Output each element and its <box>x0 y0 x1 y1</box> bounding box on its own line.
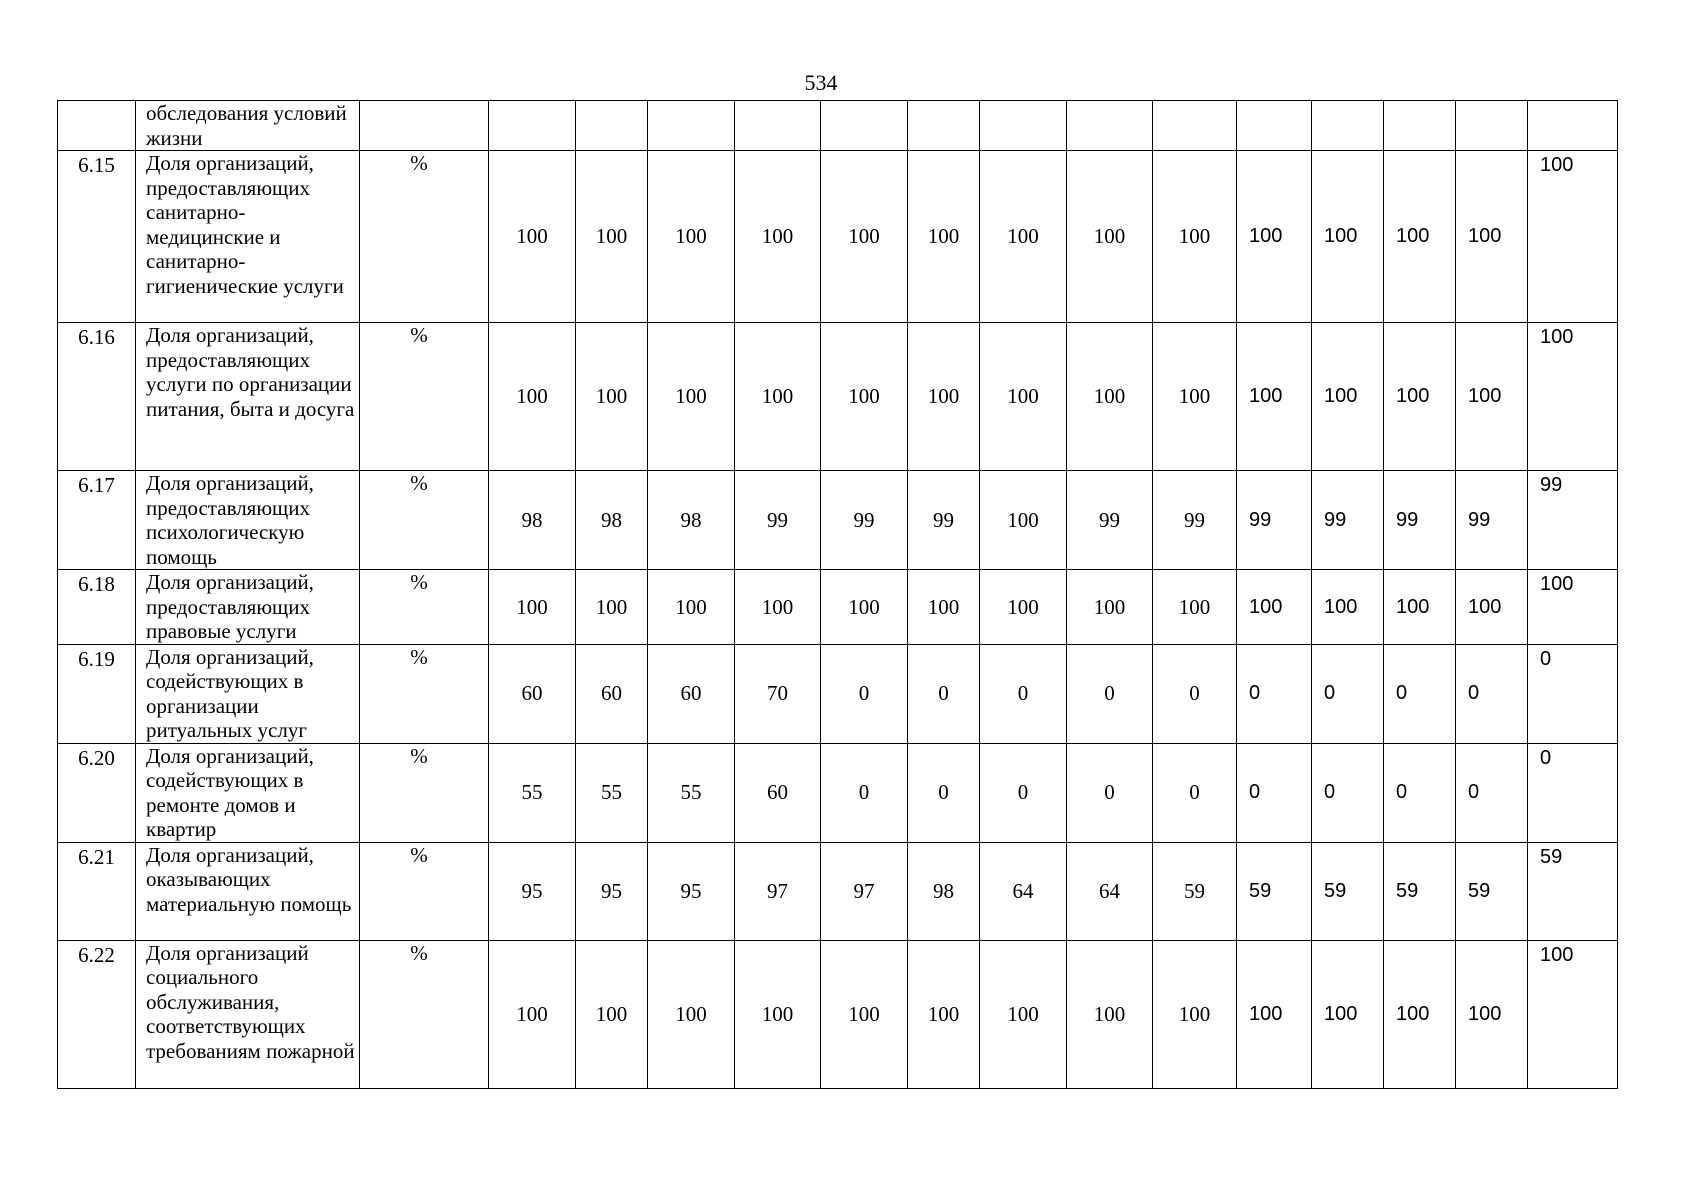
row-value: 60 <box>735 743 821 842</box>
row-value: 95 <box>648 842 735 940</box>
page-number: 534 <box>804 70 838 95</box>
value-cell <box>821 101 908 151</box>
row-number: 6.17 <box>58 471 136 570</box>
row-value: 97 <box>735 842 821 940</box>
table-row <box>58 151 1618 323</box>
row-value: 100 <box>908 940 980 1088</box>
row-value: 98 <box>489 471 576 570</box>
row-description-cell <box>136 570 360 645</box>
row-value: 100 <box>489 323 576 471</box>
row-unit: % <box>360 842 489 940</box>
row-value: 100 <box>1067 323 1153 471</box>
value-cell <box>1456 101 1528 151</box>
table-row <box>58 743 1618 842</box>
row-value: 0 <box>1067 743 1153 842</box>
indicator-table <box>57 100 1618 1089</box>
row-value: 100 <box>1153 323 1237 471</box>
row-last-value: 100 <box>1528 940 1618 1088</box>
row-value: 0 <box>1384 644 1456 743</box>
row-value: 0 <box>1153 743 1237 842</box>
row-value: 100 <box>1312 323 1384 471</box>
row-value: 100 <box>648 570 735 645</box>
row-value: 99 <box>1384 471 1456 570</box>
table-row <box>58 323 1618 471</box>
row-value: 55 <box>648 743 735 842</box>
value-cell <box>908 101 980 151</box>
row-value: 100 <box>735 323 821 471</box>
row-unit: % <box>360 570 489 645</box>
row-description: Доля организаций, содействующих в ремонте домов и квартир <box>146 743 314 841</box>
row-value: 100 <box>1067 940 1153 1088</box>
row-number: 6.16 <box>58 323 136 471</box>
row-number-cell <box>58 101 136 151</box>
row-value: 100 <box>1312 151 1384 323</box>
row-value: 99 <box>1237 471 1312 570</box>
row-value: 100 <box>1237 323 1312 471</box>
row-description-cell <box>136 743 360 842</box>
row-value: 100 <box>489 151 576 323</box>
value-cell <box>735 101 821 151</box>
row-value: 99 <box>735 471 821 570</box>
row-description: Доля организаций, предоставляющих санитарно-медицинские и санитарно-гигиенические услуги <box>146 151 344 298</box>
row-last-value: 0 <box>1528 743 1618 842</box>
row-value: 0 <box>1237 644 1312 743</box>
row-value: 100 <box>1456 151 1528 323</box>
row-description-cell <box>136 101 360 151</box>
row-value: 59 <box>1237 842 1312 940</box>
unit-cell <box>360 101 489 151</box>
row-value: 100 <box>1384 323 1456 471</box>
row-value: 0 <box>1153 644 1237 743</box>
row-value: 100 <box>1237 570 1312 645</box>
value-cell <box>1237 101 1312 151</box>
row-value: 100 <box>1456 940 1528 1088</box>
row-value: 100 <box>821 151 908 323</box>
table-row <box>58 644 1618 743</box>
row-value: 100 <box>648 151 735 323</box>
row-value: 64 <box>980 842 1067 940</box>
row-unit: % <box>360 471 489 570</box>
row-value: 100 <box>1067 151 1153 323</box>
table-body <box>58 101 1618 1089</box>
row-value: 0 <box>908 644 980 743</box>
row-number: 6.15 <box>58 151 136 323</box>
row-value: 100 <box>735 151 821 323</box>
row-unit: % <box>360 743 489 842</box>
row-description-cell <box>136 151 360 323</box>
row-description: Доля организаций социального обслуживания, соответствующих требованиям пожарной <box>146 940 355 1063</box>
row-number: 6.21 <box>58 842 136 940</box>
row-value: 100 <box>576 323 648 471</box>
row-value: 59 <box>1153 842 1237 940</box>
row-value: 100 <box>1153 151 1237 323</box>
row-value: 0 <box>1067 644 1153 743</box>
row-value: 100 <box>980 570 1067 645</box>
row-value: 100 <box>1312 570 1384 645</box>
value-cell <box>489 101 576 151</box>
table-row <box>58 940 1618 1088</box>
row-number: 6.19 <box>58 644 136 743</box>
row-unit: % <box>360 940 489 1088</box>
row-value: 100 <box>1384 151 1456 323</box>
row-last-value: 100 <box>1528 570 1618 645</box>
row-value: 0 <box>1312 743 1384 842</box>
row-value: 100 <box>980 471 1067 570</box>
row-description: Доля организаций, предоставляющих услуги по организации питания, быта и досуга <box>146 323 355 421</box>
row-value: 0 <box>908 743 980 842</box>
last-value-cell <box>1528 101 1618 151</box>
value-cell <box>980 101 1067 151</box>
row-value: 0 <box>1384 743 1456 842</box>
row-value: 0 <box>821 743 908 842</box>
row-value: 100 <box>980 151 1067 323</box>
row-value: 98 <box>648 471 735 570</box>
row-description: Доля организаций, содействующих в организации ритуальных услуг <box>146 644 314 742</box>
row-value: 100 <box>735 570 821 645</box>
row-value: 55 <box>489 743 576 842</box>
row-description-cell <box>136 323 360 471</box>
row-value: 97 <box>821 842 908 940</box>
row-value: 99 <box>1312 471 1384 570</box>
table-row <box>58 471 1618 570</box>
row-value: 100 <box>1067 570 1153 645</box>
row-description-cell <box>136 471 360 570</box>
row-description: Доля организаций, оказывающих материальную помощь <box>146 842 352 916</box>
row-description: Доля организаций, предоставляющих психологическую помощь <box>146 471 314 569</box>
row-value: 100 <box>821 940 908 1088</box>
row-value: 59 <box>1384 842 1456 940</box>
row-value: 100 <box>648 940 735 1088</box>
row-number: 6.20 <box>58 743 136 842</box>
row-last-value: 99 <box>1528 471 1618 570</box>
row-value: 59 <box>1456 842 1528 940</box>
table-row <box>58 570 1618 645</box>
value-cell <box>576 101 648 151</box>
row-value: 0 <box>1456 644 1528 743</box>
row-description-cell <box>136 842 360 940</box>
row-value: 99 <box>821 471 908 570</box>
row-value: 100 <box>489 940 576 1088</box>
row-value: 55 <box>576 743 648 842</box>
row-value: 0 <box>1237 743 1312 842</box>
row-value: 100 <box>980 323 1067 471</box>
row-value: 100 <box>821 570 908 645</box>
table-row-continuation <box>58 101 1618 151</box>
value-cell <box>1153 101 1237 151</box>
row-number: 6.18 <box>58 570 136 645</box>
row-number: 6.22 <box>58 940 136 1088</box>
row-value: 98 <box>908 842 980 940</box>
row-value: 99 <box>1153 471 1237 570</box>
row-value: 100 <box>735 940 821 1088</box>
row-value: 100 <box>908 323 980 471</box>
row-value: 100 <box>908 151 980 323</box>
row-value: 0 <box>980 644 1067 743</box>
table-row <box>58 842 1618 940</box>
value-cell <box>1067 101 1153 151</box>
row-value: 70 <box>735 644 821 743</box>
row-unit: % <box>360 644 489 743</box>
row-value: 100 <box>489 570 576 645</box>
row-unit: % <box>360 323 489 471</box>
row-description: Доля организаций, предоставляющих правовые услуги <box>146 570 314 643</box>
row-last-value: 100 <box>1528 151 1618 323</box>
row-value: 100 <box>1237 151 1312 323</box>
value-cell <box>1384 101 1456 151</box>
row-value: 95 <box>489 842 576 940</box>
row-value: 100 <box>821 323 908 471</box>
row-value: 99 <box>908 471 980 570</box>
value-cell <box>1312 101 1384 151</box>
row-value: 0 <box>1312 644 1384 743</box>
row-value: 0 <box>821 644 908 743</box>
row-value: 99 <box>1456 471 1528 570</box>
value-cell <box>648 101 735 151</box>
row-value: 100 <box>1384 940 1456 1088</box>
row-value: 100 <box>980 940 1067 1088</box>
row-value: 100 <box>1153 940 1237 1088</box>
row-value: 95 <box>576 842 648 940</box>
row-value: 0 <box>1456 743 1528 842</box>
row-value: 100 <box>1153 570 1237 645</box>
row-description: обследования условий жизни <box>146 101 347 150</box>
row-last-value: 59 <box>1528 842 1618 940</box>
row-value: 60 <box>576 644 648 743</box>
row-value: 59 <box>1312 842 1384 940</box>
row-value: 60 <box>489 644 576 743</box>
row-last-value: 0 <box>1528 644 1618 743</box>
row-value: 98 <box>576 471 648 570</box>
row-value: 100 <box>576 940 648 1088</box>
row-value: 100 <box>1312 940 1384 1088</box>
row-value: 100 <box>908 570 980 645</box>
row-value: 0 <box>980 743 1067 842</box>
row-value: 100 <box>1456 323 1528 471</box>
row-value: 99 <box>1067 471 1153 570</box>
row-description-cell <box>136 644 360 743</box>
row-value: 100 <box>1456 570 1528 645</box>
row-value: 100 <box>576 151 648 323</box>
row-last-value: 100 <box>1528 323 1618 471</box>
row-unit: % <box>360 151 489 323</box>
row-value: 64 <box>1067 842 1153 940</box>
row-value: 100 <box>1237 940 1312 1088</box>
row-value: 100 <box>576 570 648 645</box>
row-value: 100 <box>1384 570 1456 645</box>
row-description-cell <box>136 940 360 1088</box>
row-value: 60 <box>648 644 735 743</box>
row-value: 100 <box>648 323 735 471</box>
